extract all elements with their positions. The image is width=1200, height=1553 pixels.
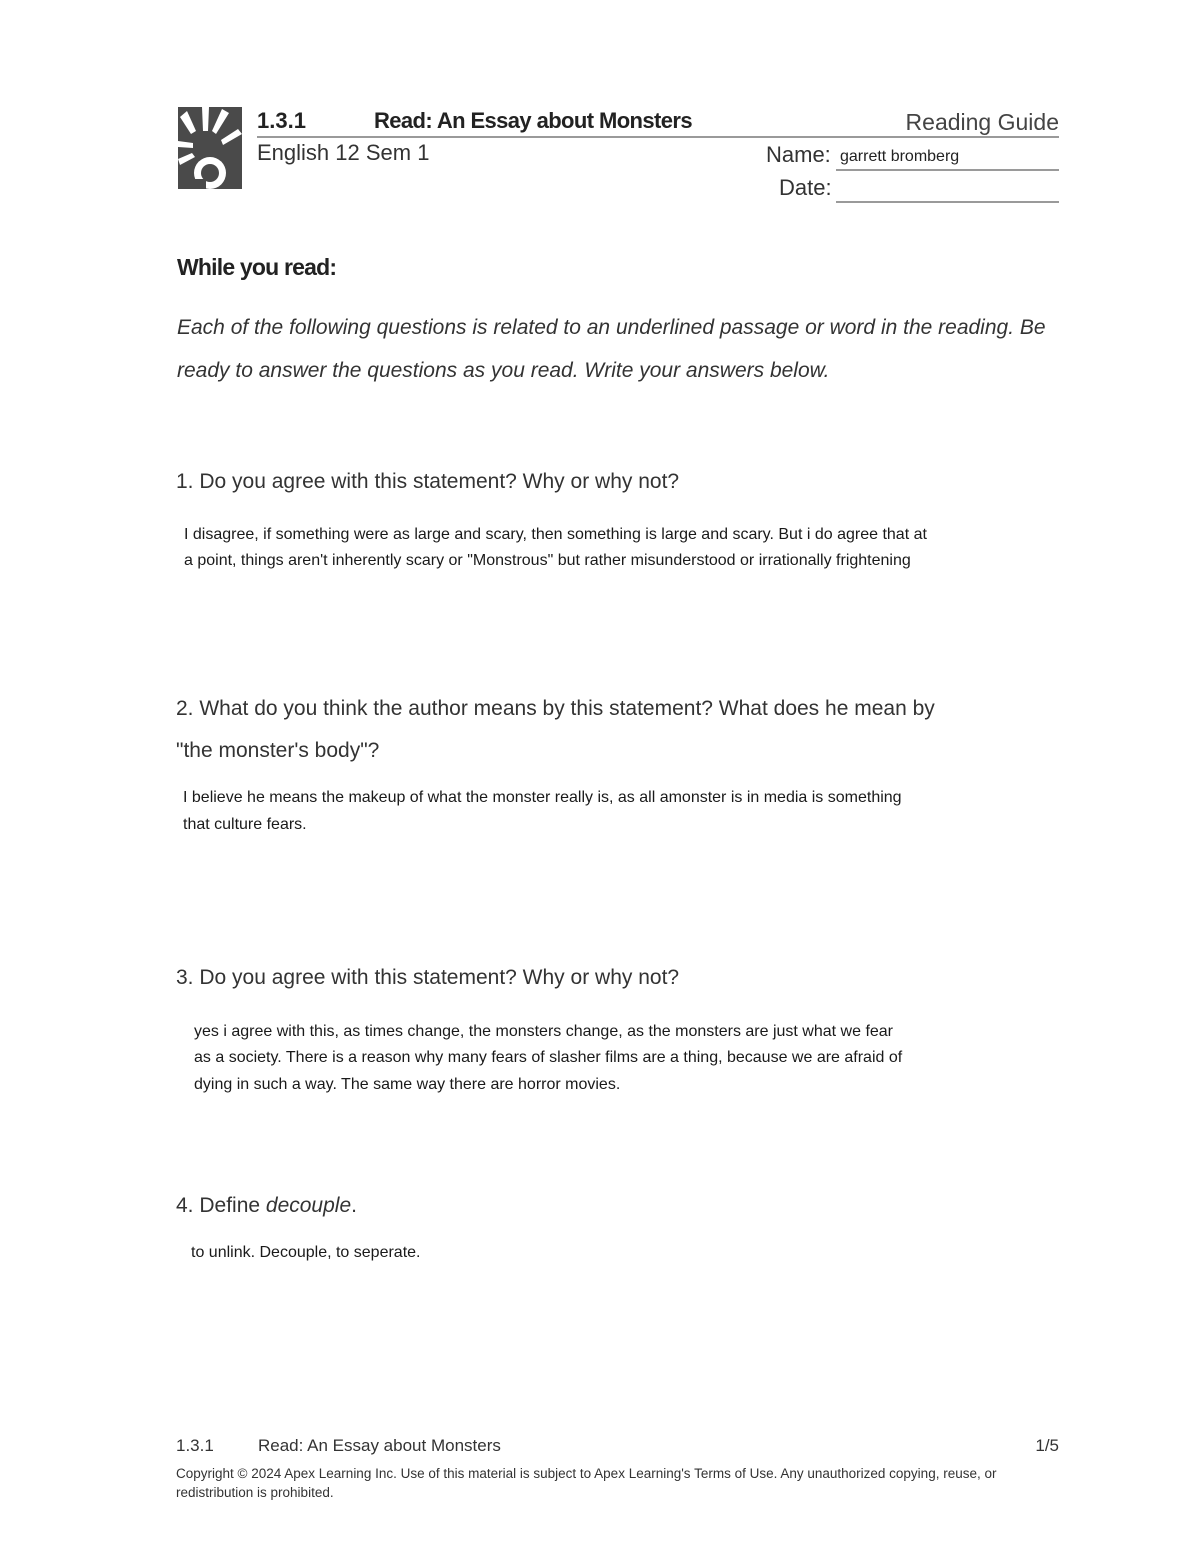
question-3-answer-line-2[interactable]: as a society. There is a reason why many fears of slasher films are a thing, because we are afraid of xyxy=(194,1049,903,1066)
question-3-answer-line-3[interactable]: dying in such a way. The same way there are horror movies. xyxy=(194,1076,621,1093)
date-underline xyxy=(836,201,1059,203)
question-2-answer-line-2[interactable]: that culture fears. xyxy=(183,816,307,833)
document-type: Reading Guide xyxy=(905,109,1059,135)
lesson-code: 1.3.1 xyxy=(257,108,306,133)
date-label: Date: xyxy=(779,175,832,200)
question-2-prompt-line-2: "the monster's body"? xyxy=(176,739,380,762)
question-4-prompt-suffix: . xyxy=(351,1194,357,1217)
question-4-answer-line-1[interactable]: to unlink. Decouple, to seperate. xyxy=(191,1244,421,1261)
question-4-prompt-prefix: 4. Define xyxy=(176,1194,266,1217)
name-field[interactable]: garrett bromberg xyxy=(840,148,960,165)
name-label: Name: xyxy=(766,142,831,167)
instructions-text: Each of the following questions is related to an underlined passage or word in the reading. Be ready to answer the questions as you read. Write your answers below. xyxy=(177,316,1046,382)
section-heading: While you read: xyxy=(177,254,337,280)
question-2-prompt-line-1: 2. What do you think the author means by this statement? What does he mean by xyxy=(176,697,935,720)
footer-lesson-title: Read: An Essay about Monsters xyxy=(258,1436,501,1455)
lesson-title: Read: An Essay about Monsters xyxy=(374,108,692,133)
question-1-prompt: 1. Do you agree with this statement? Why or why not? xyxy=(176,470,680,493)
question-4-term: decouple xyxy=(265,1194,352,1217)
question-1-answer-line-1[interactable]: I disagree, if something were as large and scary, then something is large and scary. But i do agree that at xyxy=(184,526,927,543)
question-1-answer-line-2[interactable]: a point, things aren't inherently scary or "Monstrous" but rather misunderstood or irrationally frightening xyxy=(184,552,911,569)
header-divider xyxy=(257,136,1059,138)
apex-learning-logo-icon xyxy=(178,107,242,189)
copyright-notice: Copyright © 2024 Apex Learning Inc. Use of this material is subject to Apex Learning's Terms of Use. Any unauthorized copying, reuse, or redistribution is prohibited. xyxy=(176,1466,997,1500)
name-underline xyxy=(836,169,1059,171)
page-number: 1/5 xyxy=(1035,1436,1059,1455)
question-3-answer-line-1[interactable]: yes i agree with this, as times change, the monsters change, as the monsters are just what we fear xyxy=(194,1023,894,1040)
question-2-answer-line-1[interactable]: I believe he means the makeup of what the monster really is, as all amonster is in media is something xyxy=(183,789,902,806)
question-4-prompt xyxy=(176,1194,357,1218)
question-3-prompt: 3. Do you agree with this statement? Why or why not? xyxy=(176,966,680,989)
footer-lesson-code: 1.3.1 xyxy=(176,1436,214,1455)
course-name: English 12 Sem 1 xyxy=(257,140,430,165)
